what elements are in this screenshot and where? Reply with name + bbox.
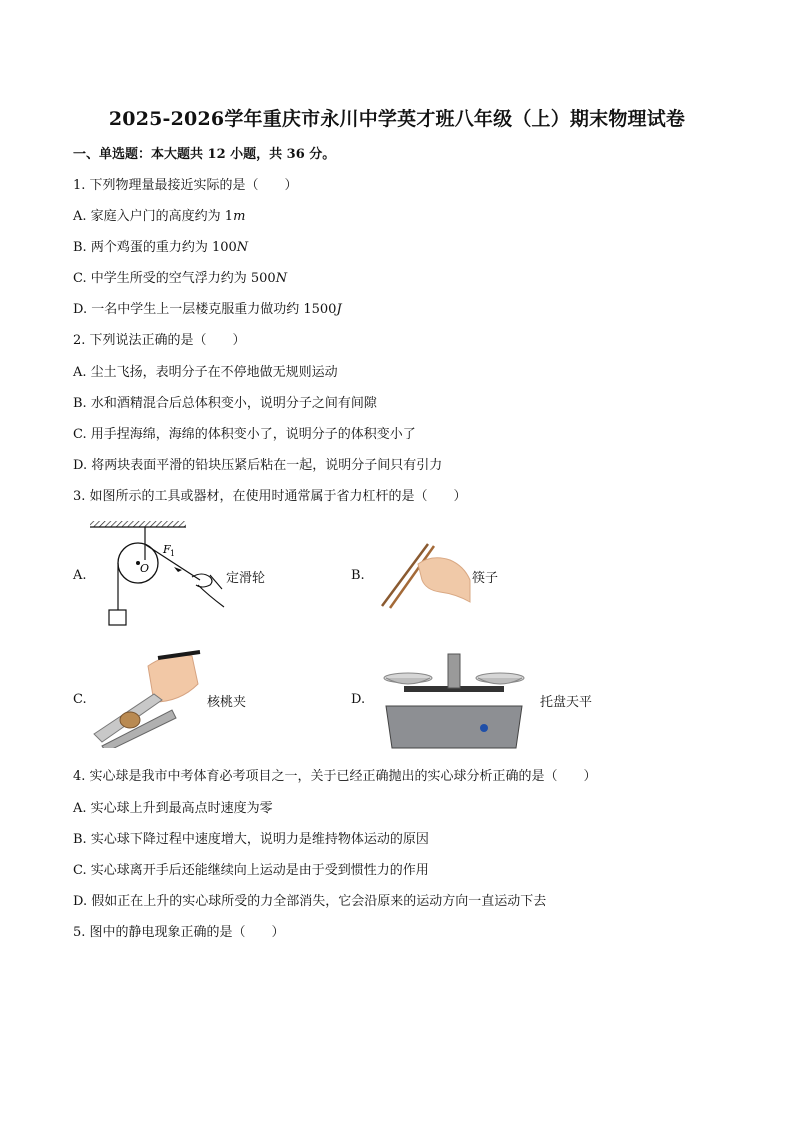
weight-block [109, 610, 126, 625]
q3-option-d-letter: D. [351, 692, 366, 707]
exam-title: 2025-2026学年重庆市永川中学英才班八年级（上）期末物理试卷 [108, 108, 686, 130]
force-label: F [163, 543, 171, 556]
q3-option-c-letter: C. [73, 692, 87, 707]
q2-option-b: B. 水和酒精混合后总体积变小，说明分子之间有间隙 [73, 396, 377, 411]
q1-option-a: A. 家庭入户门的高度约为 1m [73, 209, 246, 224]
balance-base [386, 706, 522, 748]
q4-option-d: D. 假如正在上升的实心球所受的力全部消失，它会沿原来的运动方向一直运动下去 [73, 894, 547, 909]
q3-option-b-letter: B. [351, 568, 365, 583]
q4-option-b: B. 实心球下降过程中速度增大，说明力是维持物体运动的原因 [73, 832, 429, 847]
q1-stem: 1. 下列物理量最接近实际的是（ ） [73, 178, 298, 193]
q3-option-d-label: 托盘天平 [540, 695, 593, 710]
q1-option-c: C. 中学生所受的空气浮力约为 500N [73, 271, 288, 286]
balance-scale-image [378, 648, 530, 756]
q3-stem: 3. 如图所示的工具或器材，在使用时通常属于省力杠杆的是（ ） [73, 489, 467, 504]
chopsticks-image [376, 540, 471, 612]
base-knob [480, 724, 488, 732]
q4-option-a: A. 实心球上升到最高点时速度为零 [73, 801, 273, 816]
q2-stem: 2. 下列说法正确的是（ ） [73, 333, 246, 348]
q2-option-c: C. 用手捏海绵，海绵的体积变小了，说明分子的体积变小了 [73, 427, 416, 442]
q4-option-c: C. 实心球离开手后还能继续向上运动是由于受到惯性力的作用 [73, 863, 429, 878]
pulley-center-label: O [140, 562, 150, 575]
section-heading: 一、单选题：本大题共 12 小题，共 36 分。 [73, 147, 336, 162]
q3-option-a-letter: A. [73, 568, 87, 583]
q3-option-b-label: 筷子 [472, 571, 499, 586]
balance-pointer [448, 654, 460, 688]
q5-stem: 5. 图中的静电现象正确的是（ ） [73, 925, 285, 940]
q1-option-b: B. 两个鸡蛋的重力约为 100N [73, 240, 249, 255]
q1-option-d: D. 一名中学生上一层楼克服重力做功约 1500J [73, 302, 342, 317]
q2-option-d: D. 将两块表面平滑的铅块压紧后粘在一起，说明分子间只有引力 [73, 458, 443, 473]
force-subscript: 1 [170, 549, 176, 558]
q4-stem: 4. 实心球是我市中考体育必考项目之一，关于已经正确抛出的实心球分析正确的是（ ） [73, 769, 597, 784]
ceiling-hatch [90, 521, 186, 527]
q2-option-a: A. 尘土飞扬，表明分子在不停地做无规则运动 [73, 365, 338, 380]
q3-option-a-label: 定滑轮 [226, 571, 266, 586]
hand-image [418, 558, 470, 602]
hand-sketch [192, 574, 224, 607]
q3-option-c-label: 核桃夹 [207, 695, 247, 710]
walnut [120, 712, 140, 728]
nutcracker-image [88, 650, 206, 748]
fixed-pulley-diagram [88, 515, 238, 630]
